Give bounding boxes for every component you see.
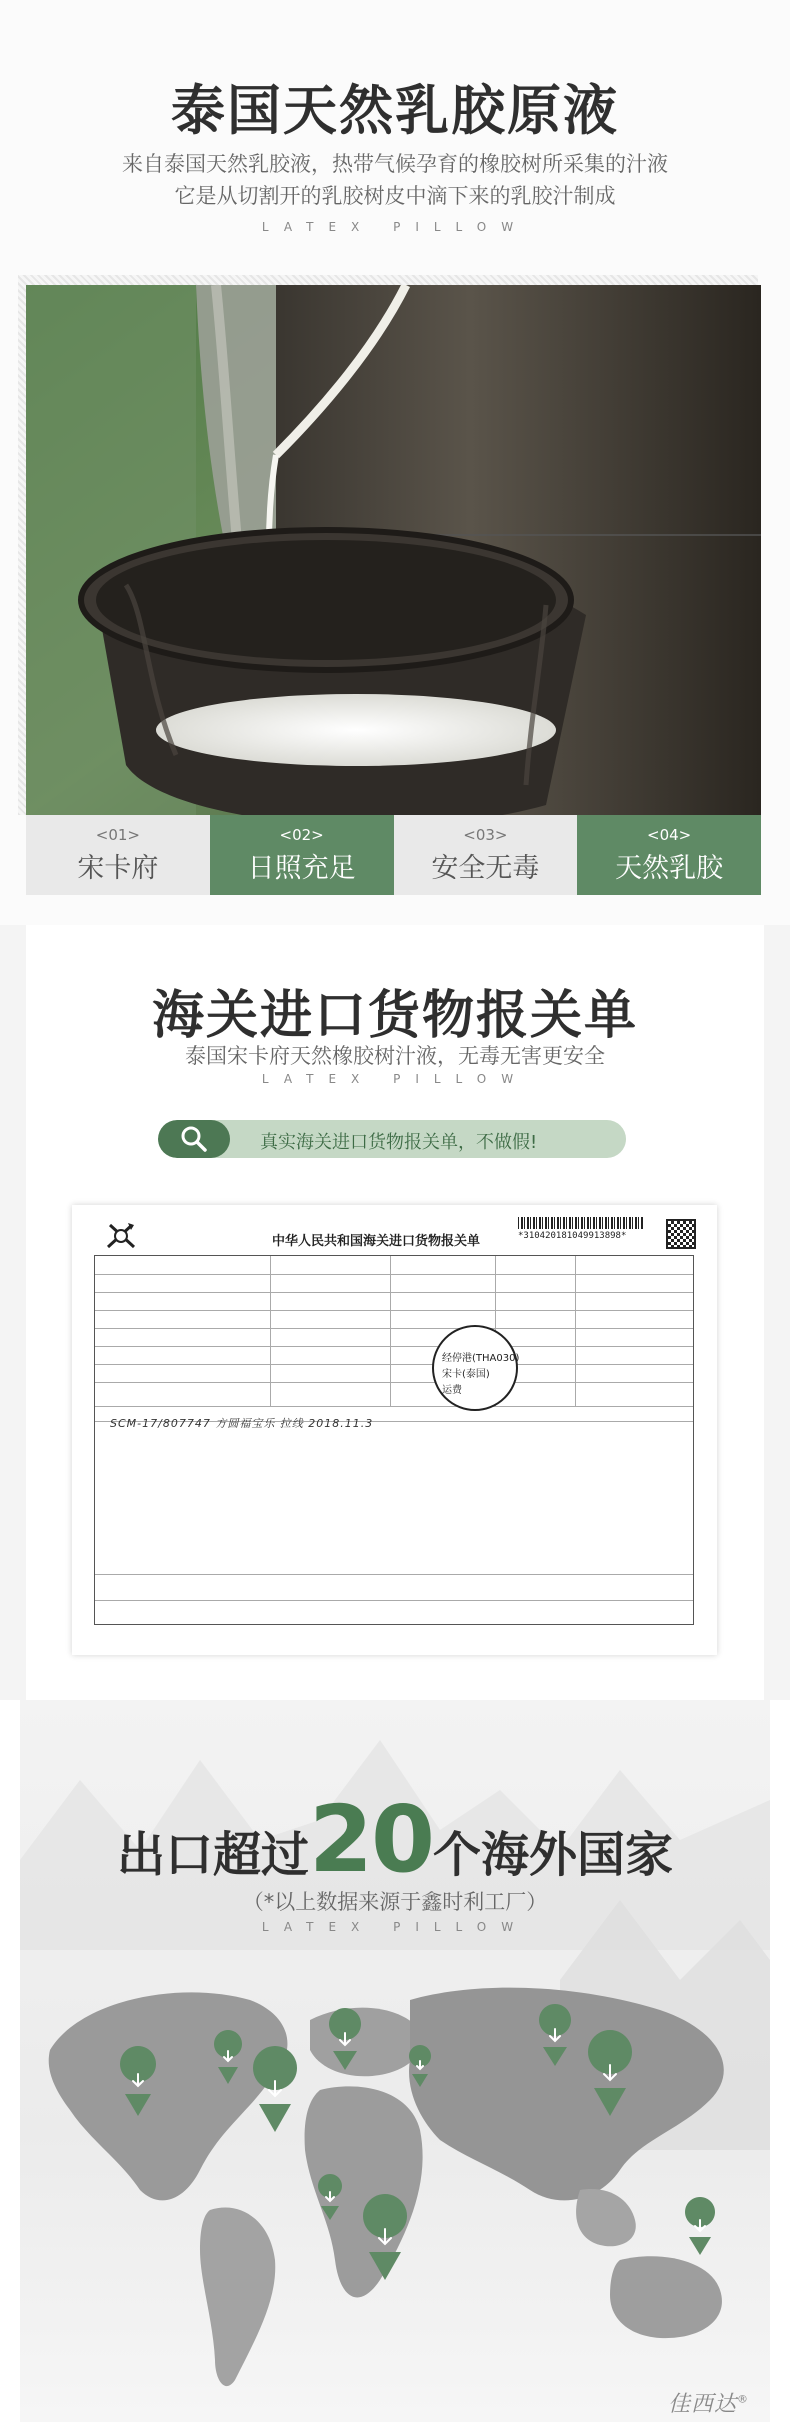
feature-number: <01> xyxy=(95,825,140,844)
island-indonesia xyxy=(576,2189,636,2246)
continent-europe xyxy=(310,2008,423,2077)
origin-subtitle-line1: 来自泰国天然乳胶液，热带气候孕育的橡胶树所采集的汁液 xyxy=(122,152,668,176)
rubber-tapping-photo xyxy=(26,285,761,815)
feature-label: 天然乳胶 xyxy=(615,852,724,884)
latex-pillow-caption: LATEX PILLOW xyxy=(261,1920,529,1934)
customs-emblem-icon xyxy=(104,1221,138,1251)
stamp-line: 经停港(THA030) xyxy=(442,1353,520,1364)
feature-safe xyxy=(394,815,578,895)
feature-songkhla xyxy=(26,815,210,895)
document-form-grid xyxy=(94,1255,694,1625)
customs-declaration-document xyxy=(72,1205,717,1655)
latex-pillow-caption: LATEX PILLOW xyxy=(261,1072,529,1086)
export-title-pre: 出口超过 xyxy=(116,1827,309,1883)
feature-number: <02> xyxy=(279,825,324,844)
export-source-note: （*以上数据来源于鑫时利工厂） xyxy=(242,1890,548,1914)
origin-subtitle-line2: 它是从切割开的乳胶树皮中滴下来的乳胶汁制成 xyxy=(174,184,616,208)
world-export-map xyxy=(20,1960,770,2400)
document-title: 中华人民共和国海关进口货物报关单 xyxy=(272,1234,481,1249)
feature-label: 安全无毒 xyxy=(431,852,540,884)
search-icon xyxy=(179,1124,209,1154)
continent-south-america xyxy=(200,2207,275,2386)
feature-label: 日照充足 xyxy=(247,852,356,884)
qr-code xyxy=(666,1219,696,1249)
search-bar-text: 真实海关进口货物报关单，不做假! xyxy=(260,1132,538,1153)
barcode-number: *310420181049913898* xyxy=(518,1231,627,1241)
transit-port-stamp xyxy=(432,1325,518,1411)
export-title xyxy=(0,1786,790,1893)
handwritten-note: SCM-17/807747 方圆福宝乐 拉线 2018.11.3 xyxy=(110,1417,374,1430)
brand-watermark-text: 佳西达 xyxy=(668,2392,738,2417)
continent-north-america xyxy=(49,1992,288,2200)
brand-watermark xyxy=(668,2387,749,2418)
barcode xyxy=(518,1217,644,1229)
customs-title: 海关进口货物报关单 xyxy=(151,986,638,1046)
feature-natural xyxy=(577,815,761,895)
search-button[interactable] xyxy=(158,1120,230,1158)
origin-title: 泰国天然乳胶原液 xyxy=(171,79,619,142)
feature-number: <03> xyxy=(463,825,508,844)
export-title-post: 个海外国家 xyxy=(433,1827,674,1883)
registered-mark: ® xyxy=(737,2392,750,2406)
feature-number: <04> xyxy=(647,825,692,844)
feature-sunshine xyxy=(210,815,394,895)
customs-section xyxy=(0,925,790,1700)
latex-pillow-caption: LATEX PILLOW xyxy=(261,220,529,234)
export-country-count: 20 xyxy=(308,1786,434,1893)
customs-subtitle: 泰国宋卡府天然橡胶树汁液，无毒无害更安全 xyxy=(185,1044,605,1068)
verify-search-bar[interactable] xyxy=(158,1120,626,1158)
stamp-line: 宋卡(泰国) xyxy=(442,1369,490,1380)
feature-strip xyxy=(26,815,761,895)
continent-australia xyxy=(610,2256,722,2338)
export-section xyxy=(0,1700,790,2422)
latex-origin-section xyxy=(0,0,790,925)
feature-label: 宋卡府 xyxy=(77,852,159,884)
stamp-line: 运费 xyxy=(442,1385,462,1396)
